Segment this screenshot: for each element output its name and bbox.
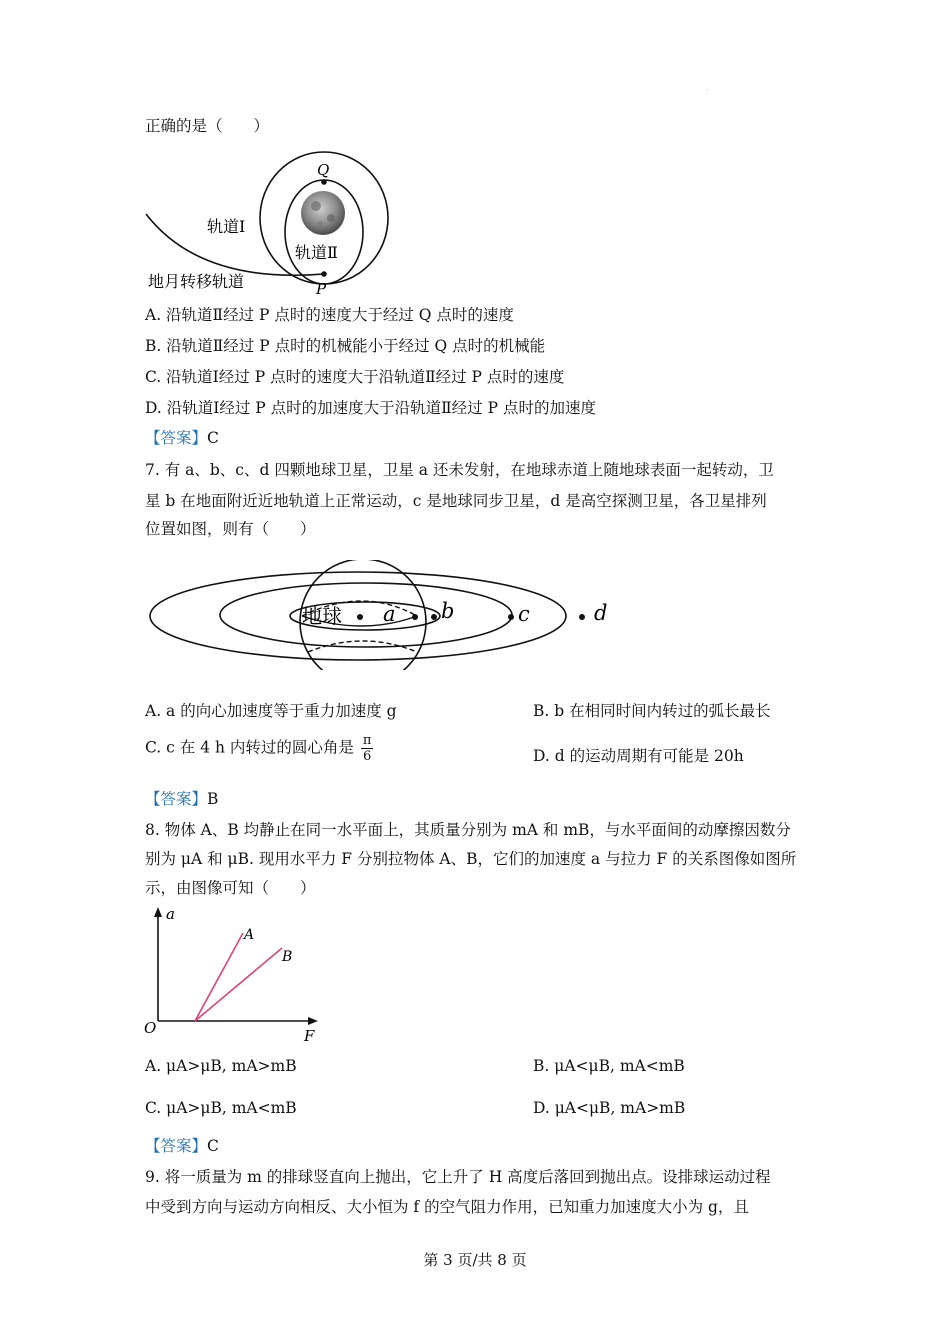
q6-option-b: B. 沿轨道Ⅱ经过 P 点时的机械能小于经过 Q 点时的机械能 (145, 337, 546, 355)
label-q: Q (317, 161, 330, 179)
q7-option-c-text: C. c 在 4 h 内转过的圆心角是 (145, 738, 354, 757)
sat-a (412, 614, 418, 620)
q7-option-d: D. d 的运动周期有可能是 20h (533, 747, 744, 765)
line-label-b: B (282, 949, 293, 965)
q8-a-f-graph (140, 903, 330, 1043)
q8-answer (145, 1135, 219, 1157)
label-a: a (383, 602, 396, 626)
moon-icon (301, 191, 345, 235)
label-earth: 地球 (302, 604, 342, 628)
graph-line-b (195, 948, 282, 1021)
q6-orbit-diagram (140, 142, 400, 302)
sat-b (431, 614, 437, 620)
answer-value: B (207, 790, 219, 808)
header-mark: ﹒ (703, 83, 711, 92)
label-d: d (594, 601, 608, 625)
sat-c (508, 614, 514, 620)
sat-d (579, 614, 585, 620)
label-orbit-1: 轨道Ⅰ (207, 217, 246, 236)
orbit-c (220, 583, 512, 647)
axis-label-a: a (166, 905, 175, 923)
answer-label: 【答案】 (145, 429, 208, 447)
q7-stem-line-1: 7. 有 a、b、c、d 四颗地球卫星，卫星 a 还未发射，在地球赤道上随地球表面一起转动，卫 (145, 461, 774, 479)
q7-option-c (145, 733, 373, 764)
q7-stem-line-3: 位置如图，则有（ ） (145, 520, 316, 538)
answer-label: 【答案】 (145, 1137, 208, 1155)
q8-stem-line-2: 别为 μA 和 μB. 现用水平力 F 分别拉物体 A、B，它们的加速度 a 与拉力 F 的关系图像如图所 (145, 850, 797, 868)
answer-value: C (207, 429, 219, 447)
axis-label-f: F (304, 1027, 315, 1043)
line-label-a: A (244, 927, 255, 943)
q7-answer (145, 788, 218, 810)
label-transfer: 地月转移轨道 (148, 272, 245, 291)
origin-label: O (144, 1019, 157, 1037)
answer-value: C (207, 1137, 219, 1155)
q7-option-b: B. b 在相同时间内转过的弧长最长 (533, 702, 771, 720)
answer-label: 【答案】 (145, 790, 208, 808)
q7-satellite-diagram (145, 560, 625, 670)
label-orbit-2: 轨道Ⅱ (295, 243, 338, 262)
point-q (321, 179, 327, 185)
label-b: b (441, 599, 455, 623)
q6-option-d: D. 沿轨道Ⅰ经过 P 点时的加速度大于沿轨道Ⅱ经过 P 点时的加速度 (145, 399, 596, 417)
q7-option-a: A. a 的向心加速度等于重力加速度 g (145, 702, 397, 720)
q8-stem-line-1: 8. 物体 A、B 均静止在同一水平面上，其质量分别为 mA 和 mB，与水平面间的动摩擦因数分 (145, 821, 791, 839)
q6-answer (145, 427, 219, 449)
q6-stem-tail: 正确的是（ ） (145, 117, 270, 135)
point-p (321, 271, 327, 277)
graph-line-a (195, 933, 243, 1021)
q9-stem-line-2: 中受到方向与运动方向相反、大小恒为 f 的空气阻力作用，已知重力加速度大小为 g，且 (145, 1198, 749, 1216)
q6-option-a: A. 沿轨道Ⅱ经过 P 点时的速度大于经过 Q 点时的速度 (145, 306, 514, 324)
label-c: c (518, 602, 530, 626)
page-footer: 第 3 页/共 8 页 (423, 1251, 527, 1269)
q7-stem-line-2: 星 b 在地面附近近地轨道上正常运动，c 是地球同步卫星，d 是高空探测卫星，各卫星排列 (145, 492, 767, 510)
q8-option-d: D. μA<μB, mA>mB (533, 1099, 686, 1117)
label-p: P (316, 280, 327, 298)
pi-over-6-fraction: $\frac{\pi}{6}$ (362, 733, 372, 764)
q8-option-a: A. μA>μB, mA>mB (145, 1057, 297, 1075)
q9-stem-line-1: 9. 将一质量为 m 的排球竖直向上抛出，它上升了 H 高度后落回到抛出点。设排球运动过程 (145, 1168, 771, 1186)
q6-option-c: C. 沿轨道Ⅰ经过 P 点时的速度大于沿轨道Ⅱ经过 P 点时的速度 (145, 368, 565, 386)
q8-stem-line-3: 示，由图像可知（ ） (145, 879, 316, 897)
q8-option-b: B. μA<μB, mA<mB (533, 1057, 685, 1075)
earth-center (357, 614, 363, 620)
q8-option-c: C. μA>μB, mA<mB (145, 1099, 297, 1117)
